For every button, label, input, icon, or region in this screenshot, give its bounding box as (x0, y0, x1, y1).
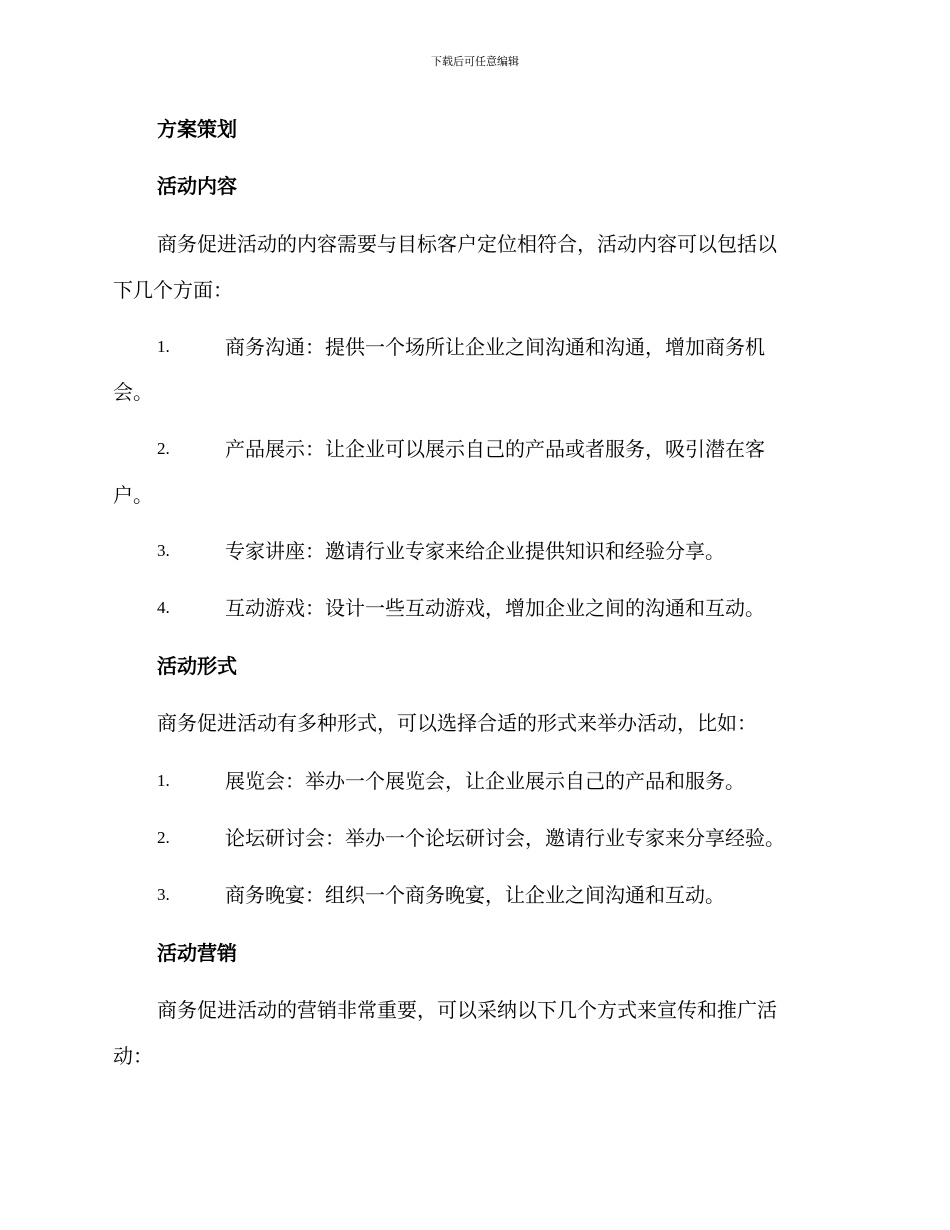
list-item-text: 互动游戏：设计一些互动游戏，增加企业之间的沟通和互动。 (225, 596, 765, 620)
list-item-number: 3. (157, 541, 170, 560)
list-item-number: 2. (157, 439, 170, 458)
header-note: 下载后可任意编辑 (431, 55, 519, 68)
list-item-text: 展览会：举办一个展览会，让企业展示自己的产品和服务。 (225, 769, 745, 793)
list-item-number: 1. (157, 771, 170, 790)
content-intro-line1: 商务促进活动的内容需要与目标客户定位相符合，活动内容可以包括以 (157, 232, 777, 256)
list-item-text: 产品展示：让企业可以展示自己的产品或者服务，吸引潜在客 (225, 437, 765, 461)
list-item-text: 论坛研讨会：举办一个论坛研讨会，邀请行业专家来分享经验。 (225, 826, 785, 850)
list-item-text: 商务沟通：提供一个场所让企业之间沟通和沟通，增加商务机 (225, 335, 765, 359)
marketing-heading: 活动营销 (157, 941, 237, 965)
marketing-intro-line1: 商务促进活动的营销非常重要，可以采纳以下几个方式来宣传和推广活 (157, 998, 777, 1022)
form-heading: 活动形式 (157, 654, 237, 678)
list-item-text: 商务晚宴：组织一个商务晚宴，让企业之间沟通和互动。 (225, 883, 725, 907)
list-item-number: 4. (157, 598, 170, 617)
list-item-number: 1. (157, 337, 170, 356)
marketing-intro-line2: 动： (113, 1044, 153, 1068)
content-heading: 活动内容 (157, 174, 237, 198)
list-item-text-continued: 户。 (113, 483, 153, 507)
list-item-text: 专家讲座：邀请行业专家来给企业提供知识和经验分享。 (225, 539, 725, 563)
plan-title: 方案策划 (157, 117, 237, 141)
form-intro: 商务促进活动有多种形式，可以选择合适的形式来举办活动，比如： (157, 711, 757, 735)
list-item-number: 2. (157, 828, 170, 847)
list-item-text-continued: 会。 (113, 380, 153, 404)
content-intro-line2: 下几个方面： (113, 278, 233, 302)
list-item-number: 3. (157, 885, 170, 904)
